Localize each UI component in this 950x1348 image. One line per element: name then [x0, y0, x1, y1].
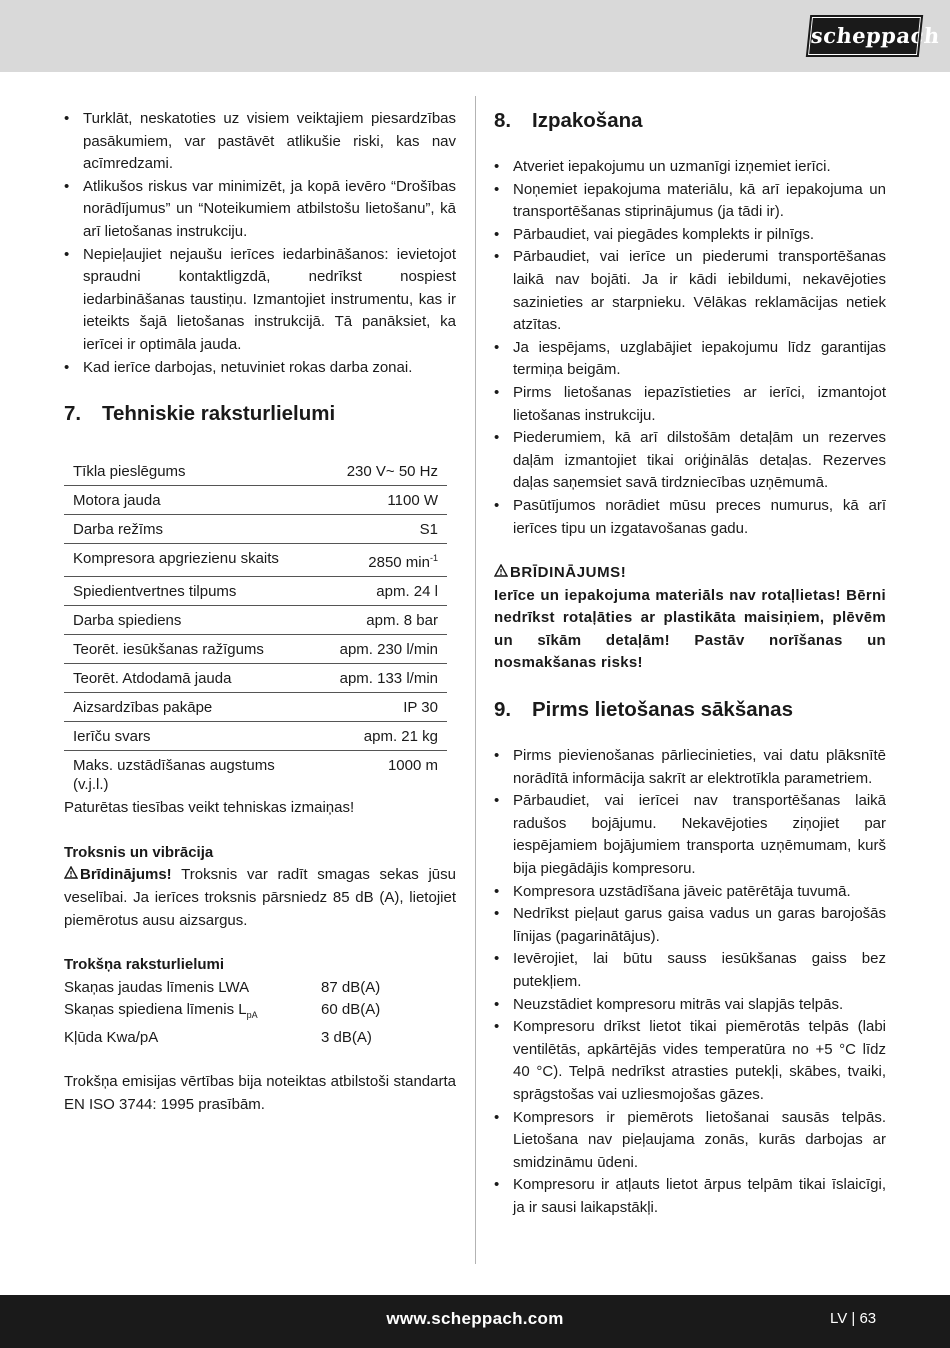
list-item: • Pārbaudiet, vai piegādes komplekts ir pilnīgs.: [494, 224, 886, 247]
noise-spec-label-text: Skaņas spiediena līmenis L: [64, 1001, 247, 1019]
section-number: 8.: [494, 109, 512, 132]
list-item: • Pārbaudiet, vai ierīce un piederumi transportēšanas laikā nav bojāti. Ja ir kādi iebildumi, nekavējoties sazinieties ar starpnieku. Vēlākas reklamācijas netiek atzītas.: [494, 246, 886, 336]
spec-value: apm. 8 bar: [366, 612, 438, 630]
table-row: [64, 751, 447, 799]
section-8-heading: [494, 108, 886, 134]
list-item: • Kompresors ir piemērots lietošanai sausās telpās. Lietošana nav pieļaujama zonās, kurās darbojas ar smidzināmu ūdeni.: [494, 1107, 886, 1175]
spec-table: [64, 457, 447, 798]
table-row: [64, 544, 447, 577]
brand-logo: scheppach: [808, 17, 921, 55]
unpack-bullet-list: [494, 156, 886, 540]
intro-bullet-list: [64, 108, 456, 379]
header-bar: [0, 0, 950, 72]
list-item: • Kompresoru drīkst lietot tikai piemērotās telpās (labi ventilētās, apkārtējās vides temperatūra no +5 °C līdz 40 °C). Telpā nedrīkst atrasties putekļi, skābes, tvaiki, sprāgstošas vai uzliesmojošas gāzes.: [494, 1016, 886, 1106]
column-divider: [475, 96, 476, 1264]
table-row: [64, 515, 447, 544]
emission-note: Trokšņa emisijas vērtības bija noteiktas atbilstoši standarta EN ISO 3744: 1995 prasībām.: [64, 1073, 456, 1114]
spec-value: apm. 24 l: [376, 583, 438, 601]
spec-value: apm. 133 l/min: [339, 670, 438, 688]
noise-warning-label: Brīdinājums!: [80, 866, 172, 884]
noise-spec-value: 87 dB(A): [321, 978, 381, 996]
footer-url: www.scheppach.com: [386, 1309, 564, 1328]
section-title: Tehniskie raksturlielumi: [102, 402, 336, 426]
spec-value: 1100 W: [387, 492, 438, 510]
spec-label: Motora jauda: [73, 492, 161, 510]
noise-spec-value: 3 dB(A): [321, 1028, 372, 1046]
list-item: • Kompresora uzstādīšana jāveic patērētāja tuvumā.: [494, 881, 886, 904]
warning-text: Ierīce un iepakojuma materiāls nav rotaļlietas! Bērni nedrīkst rotaļāties ar plastikāta maisiņiem, plēvēm un sīkām detaļām! Pastāv norīšanas un nosmakšanas risks!: [494, 586, 886, 672]
warning-title-text: BRĪDINĀJUMS!: [510, 564, 627, 582]
spec-label: Teorēt. Atdodamā jauda: [73, 670, 232, 688]
list-item: • Noņemiet iepakojuma materiālu, kā arī iepakojuma un transportēšanas stiprinājumus (ja tādi ir).: [494, 179, 886, 224]
list-item: • Ievērojiet, lai būtu sauss iesūkšanas gaiss bez putekļiem.: [494, 948, 886, 993]
list-item: [64, 977, 456, 1000]
right-column: [494, 108, 886, 1220]
section-9-heading: [494, 697, 886, 723]
list-item: • Kompresoru ir atļauts lietot ārpus telpām tikai īslaicīgi, ja ir sausi laikapstākļi.: [494, 1174, 886, 1219]
warning-triangle-icon: [64, 864, 80, 887]
spec-label: Darba režīms: [73, 521, 164, 539]
list-item: • Pirms lietošanas iepazīstieties ar ierīci, izmantojot lietošanas instrukciju.: [494, 382, 886, 427]
page-number: LV | 63: [830, 1310, 877, 1327]
noise-heading: Troksnis un vibrācija: [64, 843, 214, 861]
spec-value-superscript: -1: [429, 553, 438, 564]
table-row: [64, 606, 447, 635]
spec-value-text: 2850 min: [368, 554, 430, 572]
list-item: • Neuzstādiet kompresoru mitrās vai slapjās telpās.: [494, 994, 886, 1017]
list-item: • Turklāt, neskatoties uz visiem veiktajiem piesardzības pasākumiem, var pastāvēt atlikušie riski, kas nav acīmredzami.: [64, 108, 456, 176]
warning-title: [494, 562, 886, 585]
section-number: 9.: [494, 698, 512, 722]
section-number: 7.: [64, 402, 82, 426]
spec-label: Spiedientvertnes tilpums: [73, 583, 237, 601]
noise-spec-label: [64, 999, 321, 1027]
left-column: [64, 108, 456, 1117]
reserved-note: Paturētas tiesības veikt tehniskas izmaiņas!: [64, 799, 355, 817]
spec-label: Kompresora apgriezienu skaits: [73, 550, 279, 568]
spec-value: 230 V~ 50 Hz: [346, 463, 438, 481]
table-row: [64, 664, 447, 693]
list-item: • Nedrīkst pieļaut garus gaisa vadus un garas barojošās līnijas (pagarinātājus).: [494, 903, 886, 948]
spec-value: [292, 544, 447, 577]
table-row: [64, 693, 447, 722]
table-row: [64, 577, 447, 606]
list-item: • Nepieļaujiet nejaušu ierīces iedarbināšanos: ievietojot spraudni kontaktligzdā, nedrīkst nospiest iedarbināšanas taustiņu. Izmantojiet instrumentu, kas ir ieteikts šajā lietošanas instrukcijā. Tā panāksiet, ka ierīcei ir optimāla jauda.: [64, 244, 456, 357]
noise-warning-text: Troksnis var radīt smagas sekas jūsu veselībai. Ja ierīces troksnis pārsniedz 85 dB (A), lietojiet piemērotus ausu aizsargus.: [64, 866, 456, 929]
list-item: • Pārbaudiet, vai ierīcei nav transportēšanas laikā radušos bojājumu. Nekavējoties ziņojiet par iespējamiem bojājumiem transporta uzņēmumam, kurš bija piegādājis kompresoru.: [494, 790, 886, 880]
table-row: [64, 722, 447, 751]
warning-triangle-icon: [494, 562, 510, 585]
spec-value: IP 30: [403, 699, 438, 717]
section-title: Pirms lietošanas sākšanas: [532, 698, 793, 722]
noise-specs-list: [64, 977, 456, 1050]
start-bullet-list: [494, 745, 886, 1219]
list-item: • Pasūtījumos norādiet mūsu preces numurus, kā arī ierīces tipu un izgatavošanas gadu.: [494, 495, 886, 540]
spec-value: apm. 230 l/min: [339, 641, 438, 659]
list-item: • Kad ierīce darbojas, netuviniet rokas darba zonai.: [64, 357, 456, 380]
spec-label: Ierīču svars: [73, 728, 151, 746]
footer-bar: [0, 1295, 950, 1348]
noise-spec-label-subscript: pA: [246, 1010, 258, 1021]
spec-label: Aizsardzības pakāpe: [73, 699, 213, 717]
noise-spec-label: Skaņas jaudas līmenis LWA: [64, 978, 250, 996]
spec-label: Tīkla pieslēgums: [73, 463, 186, 481]
list-item: [64, 999, 456, 1027]
spec-value: S1: [419, 521, 438, 539]
noise-warning: [64, 864, 456, 932]
table-row: [64, 486, 447, 515]
list-item: • Atveriet iepakojumu un uzmanīgi izņemiet ierīci.: [494, 156, 886, 179]
list-item: • Piederumiem, kā arī dilstošām detaļām un rezerves daļām izmantojiet tikai oriģinālās detaļas. Rezerves daļas saņemsiet savā tirdzniecības uzņēmumā.: [494, 427, 886, 495]
list-item: • Atlikušos riskus var minimizēt, ja kopā ievēro “Drošības norādījumus” un “Noteikumiem atbilstošu lietošanu”, kā arī lietošanas instrukciju.: [64, 176, 456, 244]
list-item: [64, 1027, 456, 1050]
noise-specs-heading: Trokšņa raksturlielumi: [64, 956, 225, 974]
spec-value: apm. 21 kg: [363, 728, 438, 746]
noise-spec-value: 60 dB(A): [321, 1001, 381, 1019]
table-row: [64, 457, 447, 486]
noise-spec-label: Kļūda Kwa/pA: [64, 1028, 159, 1046]
section-7-heading: [64, 401, 456, 427]
spec-label: Maks. uzstādīšanas augstums (v.j.l.): [73, 757, 275, 794]
spec-value: 1000 m: [387, 757, 438, 775]
spec-label: Darba spiediens: [73, 612, 182, 630]
list-item: • Pirms pievienošanas pārliecinieties, vai datu plāksnītē norādītā informācija sakrīt ar elektrotīkla parametriem.: [494, 745, 886, 790]
spec-label: Teorēt. iesūkšanas ražīgums: [73, 641, 264, 659]
list-item: • Ja iespējams, uzglabājiet iepakojumu līdz garantijas termiņa beigām.: [494, 337, 886, 382]
table-row: [64, 635, 447, 664]
section-title: Izpakošana: [532, 109, 643, 132]
